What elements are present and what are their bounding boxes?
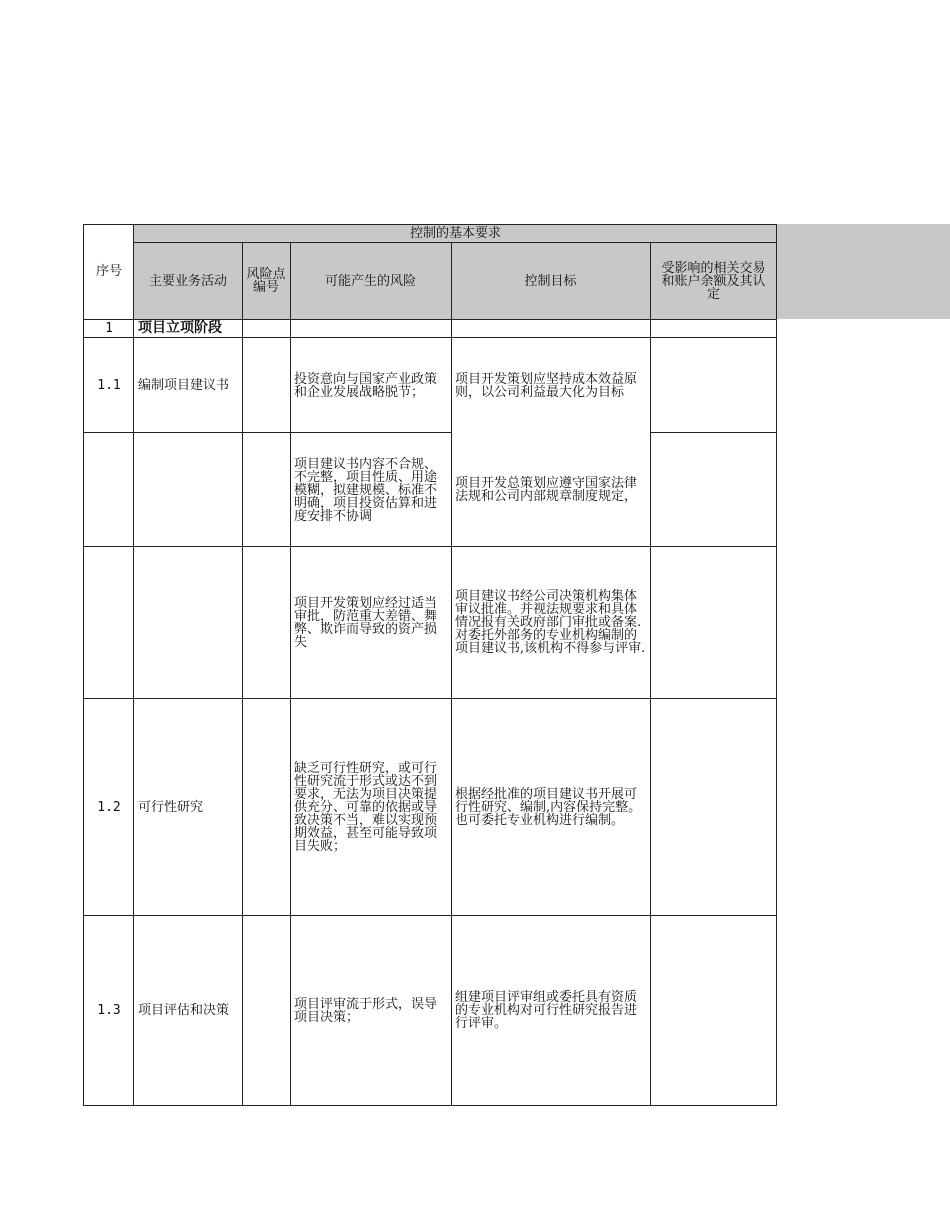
col-header-risk-no: 风险点编号 [242,243,290,319]
row-risk: 项目建议书内容不合规、不完整，项目性质、用途模糊，拟建规模、标准不明确，项目投资估算和进度安排不协调 [294,456,438,524]
grid-line [83,1105,777,1106]
col-header-seq: 序号 [95,264,122,279]
col-header-activity: 主要业务活动 [134,243,242,319]
row-goal: 根据经批准的项目建议书开展可行性研究、编制,内容保持完整。也可委托专业机构进行编制。 [455,786,642,828]
col-header-goal: 控制目标 [451,243,650,319]
row-seq: 1.2 [97,799,121,815]
grid-line [650,243,651,1106]
grid-line [451,243,452,1106]
row-goal: 项目开发总策划应遵守国家法律法规和公司内部规章制度规定， [455,476,638,504]
grid-line [83,546,777,547]
stage-seq: 1 [105,321,113,336]
stage-title: 项目立项阶段 [138,320,222,336]
row-seq: 1.3 [97,1003,121,1018]
grid-line [83,224,84,1106]
grid-line [650,432,777,433]
col-header-affected: 受影响的相关交易和账户余额及其认定 [650,243,777,319]
grid-line [290,243,291,1106]
grid-line [83,698,777,699]
grid-line [83,337,777,338]
grid-line [242,243,243,1106]
group-title: 控制的基本要求 [134,224,777,243]
row-goal: 组建项目评审组或委托具有资质的专业机构对可行性研究报告进行评审。 [455,990,638,1031]
row-risk: 缺乏可行性研究，或可行性研究流于形式或达不到要求，无法为项目决策提供充分、可靠的依据或导致决策不当，难以实现预期效益，甚至可能导致项目失败； [294,760,438,854]
grid-line [83,319,777,320]
row-goal: 项目开发策划应坚持成本效益原则，以公司利益最大化为目标 [455,371,638,400]
grid-line [776,224,777,1106]
row-goal: 项目建议书经公司决策机构集体审议批准。并视法规要求和具体情况报有关政府部门审批或备案.对委托外部务的专业机构编制的项目建议书,该机构不得参与评审. [455,589,646,656]
row-risk: 投资意向与国家产业政策和企业发展战略脱节； [294,371,438,400]
row-risk: 项目评审流于形式，误导项目决策； [294,996,438,1025]
grid-line [133,224,134,1106]
row-activity: 编制项目建议书 [138,378,230,393]
row-risk: 项目开发策划应经过适当审批，防范重大差错、舞弊、欺诈而导致的资产损失 [294,595,438,650]
grid-line [83,915,777,916]
row-activity: 项目评估和决策 [138,1003,230,1018]
grid-line [133,242,777,243]
grid-line [83,224,777,225]
grid-line [83,432,451,433]
col-header-risk: 可能产生的风险 [290,243,451,319]
row-seq: 1.1 [97,378,121,393]
row-activity: 可行性研究 [138,799,204,815]
